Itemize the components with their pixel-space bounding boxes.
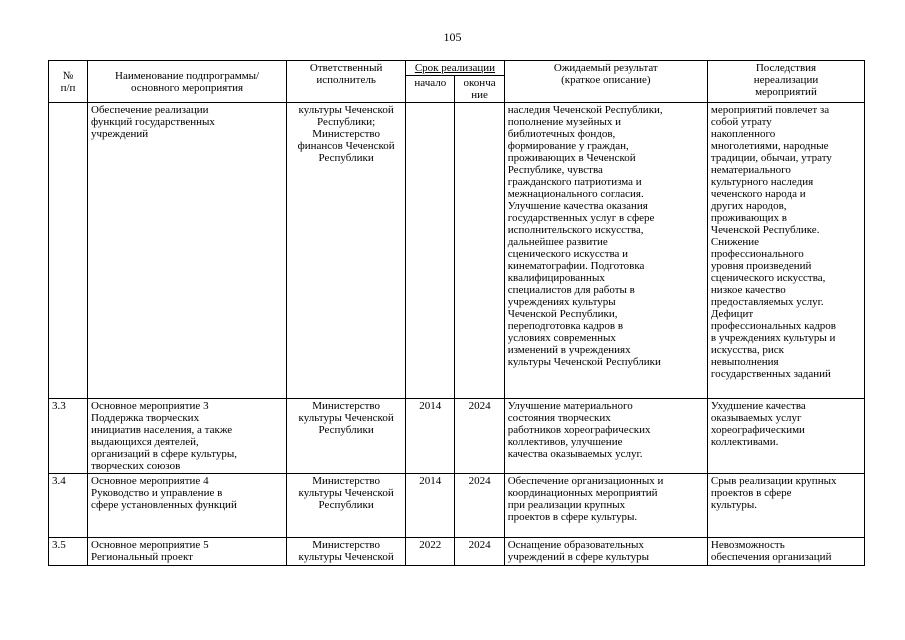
row-name: Основное мероприятие 5 Региональный проект [88,538,287,566]
row-start [406,103,455,399]
row-consequences: мероприятий повлечет за собой утрату накопленного многолетиями, народные традиции, обычаи, утрату нематериального культурного наследия чеченского народа и других народов, проживающих в Чеченской Республике. Снижение профессионального уровня произведений сценического искусства, низкое качество предоставляемых услуг. Дефицит профессиональных кадров в учреждениях культуры и искусства, риск невыполнения государственных заданий [707,103,864,399]
measures-table [48,60,865,566]
header-num: № п/п [49,61,88,103]
header-result: Ожидаемый результат (краткое описание) [504,61,707,103]
row-result: наследия Чеченской Республики, пополнение музейных и библиотечных фондов, формирование у граждан, проживающих в Чеченской Республике, чувства гражданского патриотизма и межнационального согласия. Улучшение качества оказания государственных услуг в сфере исполнительского искусства, дальнейшее развитие сценического искусства и кинематографии. Подготовка квалифицированных специалистов для работы в учреждениях культуры Чеченской Республики, переподготовка кадров в условиях современных изменений в учреждениях культуры Чеченской Республики [504,103,707,399]
table-row [49,474,865,538]
row-start: 2014 [406,474,455,538]
row-consequences: Срыв реализации крупных проектов в сфере культуры. [707,474,864,538]
row-executor: Министерство культуры Чеченской [287,538,406,566]
row-start: 2022 [406,538,455,566]
header-period: Срок реализации [406,61,505,76]
row-start: 2014 [406,399,455,474]
header-end: оконча ние [455,76,504,103]
header-row [49,61,865,76]
row-result: Оснащение образовательных учреждений в сфере культуры [504,538,707,566]
table-row [49,538,865,566]
row-end: 2024 [455,538,504,566]
row-num [49,103,88,399]
row-consequences: Невозможность обеспечения организаций [707,538,864,566]
row-result: Обеспечение организационных и координационных мероприятий при реализации крупных проектов в сфере культуры. [504,474,707,538]
header-start: начало [406,76,455,103]
row-name: Основное мероприятие 4 Руководство и управление в сфере установленных функций [88,474,287,538]
header-name: Наименование подпрограммы/ основного мероприятия [88,61,287,103]
header-consequences: Последствия нереализации мероприятий [707,61,864,103]
row-executor: культуры Чеченской Республики; Министерство финансов Чеченской Республики [287,103,406,399]
row-executor: Министерство культуры Чеченской Республики [287,399,406,474]
table-row [49,399,865,474]
page-number: 105 [443,30,462,44]
row-executor: Министерство культуры Чеченской Республики [287,474,406,538]
row-name: Обеспечение реализации функций государственных учреждений [88,103,287,399]
row-end: 2024 [455,474,504,538]
table-row [49,103,865,399]
row-name: Основное мероприятие 3 Поддержка творческих инициатив населения, а также выдающихся деятелей, организаций в сфере культуры, творческих союзов [88,399,287,474]
header-executor: Ответственный исполнитель [287,61,406,103]
row-num: 3.5 [49,538,88,566]
row-end: 2024 [455,399,504,474]
row-num: 3.3 [49,399,88,474]
row-result: Улучшение материального состояния творческих работников хореографических коллективов, улучшение качества оказываемых услуг. [504,399,707,474]
row-consequences: Ухудшение качества оказываемых услуг хореографическими коллективами. [707,399,864,474]
row-end [455,103,504,399]
row-num: 3.4 [49,474,88,538]
